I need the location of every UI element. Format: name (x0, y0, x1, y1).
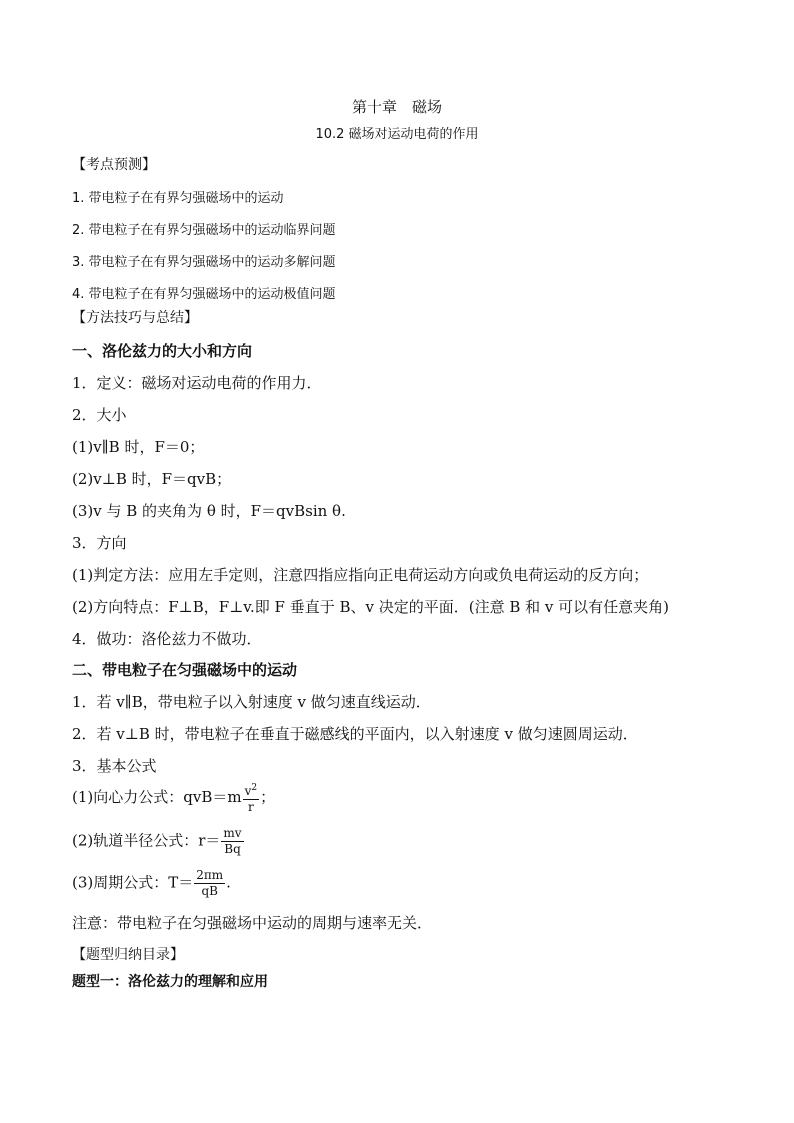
chapter-title: 第十章 磁场 (351, 98, 442, 116)
methods-label: 【方法技巧与总结】 (72, 310, 198, 326)
size-item: (2)v⊥B 时，F＝qvB； (72, 470, 232, 488)
fraction-denominator: r (247, 800, 254, 814)
fraction-denominator: qB (201, 884, 218, 898)
direction-item: (2)方向特点：F⊥B，F⊥v.即 F 垂直于 B、v 决定的平面．(注意 B 和 v 可以有任意夹角) (72, 598, 670, 616)
catalog-item: 题型一：洛伦兹力的理解和应用 (72, 974, 268, 990)
formula-period (72, 868, 231, 899)
catalog-label: 【题型归纳目录】 (72, 947, 184, 963)
formula-radius (72, 826, 245, 857)
fraction-numerator: v (244, 784, 252, 798)
prediction-label: 【考点预测】 (72, 157, 156, 173)
size-label: 2．大小 (72, 406, 127, 424)
motion-item: 1．若 v∥B，带电粒子以入射速度 v 做匀速直线运动． (72, 693, 431, 711)
section-subtitle: 10.2 磁场对运动电荷的作用 (315, 127, 479, 142)
direction-item: (1)判定方法：应用左手定则，注意四指应指向正电荷运动方向或负电荷运动的反方向； (72, 566, 649, 584)
prediction-item: 1. 带电粒子在有界匀强磁场中的运动 (72, 191, 284, 206)
prediction-item: 4. 带电粒子在有界匀强磁场中的运动极值问题 (72, 287, 336, 302)
fraction (221, 826, 243, 857)
fraction (194, 868, 225, 899)
formula-prefix: (3)周期公式：T＝ (72, 873, 194, 892)
fraction (243, 781, 260, 815)
formula-prefix: (1)向心力公式：qvB＝m (72, 788, 242, 806)
section-heading: 一、洛伦兹力的大小和方向 (72, 342, 253, 360)
prediction-item: 2. 带电粒子在有界匀强磁场中的运动临界问题 (72, 223, 336, 238)
formula-prefix: (2)轨道半径公式：r＝ (72, 831, 221, 850)
size-item: (1)v∥B 时，F＝0； (72, 438, 205, 456)
definition-text: 1．定义：磁场对运动电荷的作用力． (72, 374, 322, 392)
section-heading: 二、带电粒子在匀强磁场中的运动 (72, 661, 298, 679)
motion-item: 2．若 v⊥B 时，带电粒子在垂直于磁感线的平面内，以入射速度 v 做匀速圆周运动． (72, 725, 638, 743)
fraction-numerator: mv (223, 826, 242, 840)
formula-label: 3．基本公式 (72, 757, 157, 775)
size-item: (3)v 与 B 的夹角为 θ 时，F＝qvBsin θ. (72, 502, 346, 520)
work-text: 4．做功：洛伦兹力不做功． (72, 630, 262, 648)
direction-label: 3．方向 (72, 534, 127, 552)
exponent: 2 (251, 783, 258, 793)
formula-suffix: . (226, 873, 231, 892)
fraction-denominator: Bq (224, 842, 241, 856)
fraction-numerator: 2πm (196, 868, 224, 882)
formula-suffix: ； (260, 788, 276, 806)
prediction-item: 3. 带电粒子在有界匀强磁场中的运动多解问题 (72, 255, 336, 270)
note-text: 注意：带电粒子在匀强磁场中运动的周期与速率无关． (72, 914, 433, 932)
formula-centripetal (72, 781, 275, 815)
